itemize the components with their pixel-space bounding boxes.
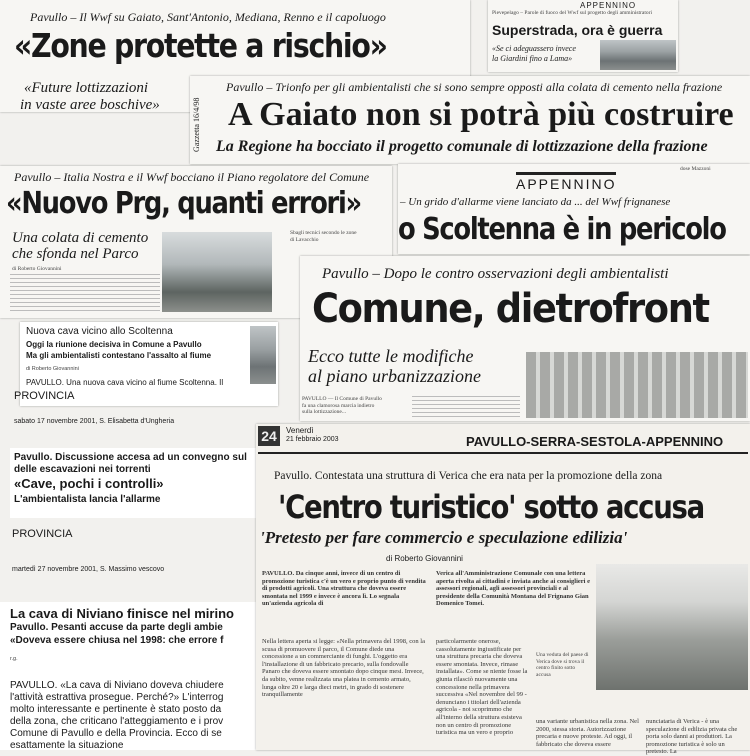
column-1: PAVULLO. Da cinque anni, invece di un centro di promozione turistica c'è un vero e proprio punto di vendita di prodotti agricoli. Una struttura che doveva essere smontata nel 1999 e invece è ancora lì. Lo segnala un'azienda agricola di <box>262 570 426 608</box>
deck: L'ambientalista lancia l'allarme <box>14 494 161 505</box>
initials: r.g. <box>10 656 18 662</box>
headline: o Scoltenna è in pericolo <box>398 212 726 247</box>
headline: Superstrada, ora è guerra <box>492 22 663 38</box>
kicker: – Un grido d'allarme viene lanciato da ... del Wwf frignanese <box>400 196 671 208</box>
headline: Comune, dietrofront <box>312 286 709 332</box>
headline: La cava di Niviano finisce nel mirino <box>10 606 234 621</box>
clipping-gaiato <box>190 76 750 164</box>
section-label-provincia-2: PROVINCIA <box>12 528 73 540</box>
column-5: una variante urbanistica nella zona. Nel 2000, stessa storia. Autorizzazione precaria e nuove proteste. Ad oggi, il fabbricato che doveva essere <box>536 718 639 748</box>
masthead: APPENNINO <box>580 1 637 10</box>
body-line-2: l'attività estrattiva prosegue. Perché?» L'interrog <box>10 692 224 703</box>
lead: PAVULLO — Il Comune di Pavullo fa una clamorosa marcia indietro sulla lottizzazione... <box>302 396 382 415</box>
kicker: Pievepelago – Parole di fuoco del Wwf sul progetto degli amministratori <box>492 10 652 16</box>
page-number: 24 <box>258 426 280 446</box>
body-columns <box>412 396 520 418</box>
column-6: nunciataria di Verica - è una speculazione di edilizia privata che porta solo danni ai produttori. La promozione turistica è solo un pretesto. La <box>646 718 738 756</box>
issue-date: 21 febbraio 2003 <box>286 436 339 443</box>
headline: «Nuovo Prg, quanti errori» <box>6 186 361 221</box>
clipping-centro-turistico <box>256 424 750 756</box>
subheadline-2: che sfonda nel Parco <box>12 246 139 262</box>
subheadline-2: al piano urbanizzazione <box>308 366 482 386</box>
subheadline-1: Ecco tutte le modifiche <box>308 346 474 366</box>
handwritten-date-stamp: Gazzetta 16/4/98 <box>192 97 201 152</box>
body-line-1: PAVULLO. «La cava di Niviano doveva chiudere <box>10 680 224 691</box>
body-line-5: Comune di Pavullo e della Provincia. Ecco di se <box>10 728 222 739</box>
deck-1: «Se ci adeguassero invece <box>492 44 576 53</box>
column-3: Nella lettera aperta si legge: «Nella primavera del 1998, con la scusa di promuovere il parco, il Comune diede una concessione a un commerciante di funghi. L'oggetto era l'installazione di un fabbricato precario, sulla fondovalle Panaro che doveva essere smontato dopo cinque mesi. Invece, da subito, venne realizzata una platea in cemento armato, lunga oltre 20 e larga dieci metri, in grado di sostenere tranquillamente <box>262 638 425 699</box>
clipping-cave-controlli <box>10 448 256 518</box>
body-line-3: molto interessante e pertinente è stato posto da <box>10 704 222 715</box>
issue-day: Venerdì <box>286 426 314 435</box>
photo-caption: Una veduta del paese di Verica dove si trova il centro finito sotto accusa <box>536 652 589 678</box>
column-4: particolarmente onerose, cassolutamente ingiustificate per una struttura precaria che doveva essere smontata. Invece, rimase installata». Come se niente fosse la giunta rilasciò nuovamente una concessione nella primavera successiva «Nel novembre del 99 - denunciano i titolari dell'azienda agricola - noi scoprimmo che all'interno della struttura esisteva non un centro di promozione turistica ma un vero e proprio <box>436 638 528 737</box>
photo-verica <box>596 564 748 690</box>
kicker-2: delle escavazioni nei torrenti <box>14 464 151 475</box>
photo-buildings <box>526 352 748 418</box>
headline: 'Centro turistico' sotto accusa <box>278 488 704 526</box>
deck-1: Pavullo. Pesanti accuse da parte degli ambie <box>10 622 223 633</box>
deck-1: Oggi la riunione decisiva in Comune a Pavullo <box>26 340 202 349</box>
issue-date-2: martedì 27 novembre 2001, S. Massimo vescovo <box>12 566 165 573</box>
photo-caption: Sbagli tecnici secondo le zone di Lavacchio <box>290 230 357 243</box>
clipping-scoltenna-pericolo <box>398 164 750 254</box>
deck-2: la Giardini fino a Lama» <box>492 54 573 63</box>
column-2: Verica all'Amministrazione Comunale con una lettera aperta rivolta ai cittadini e inviata anche ai consiglieri e assessori regionali, agli assessori provinciali e al presidente della Comunità Montana del Frignano Gian Domenico Tomei. <box>436 570 590 608</box>
author: dose Mazzoni <box>680 166 711 172</box>
clipping-cava-niviano <box>0 602 256 750</box>
lead: PAVULLO. Una nuova cava vicino al fiume Scoltenna. Il <box>26 378 224 387</box>
masthead: APPENNINO <box>516 172 616 192</box>
section-banner: PAVULLO-SERRA-SESTOLA-APPENNINO <box>466 434 724 449</box>
kicker: Pavullo – Il Wwf su Gaiato, Sant'Antonio, Mediana, Renno e il capoluogo <box>30 10 386 24</box>
body-columns <box>10 274 160 314</box>
subheadline-2: in vaste aree boschive» <box>20 97 160 113</box>
clipping-superstrada <box>488 0 678 72</box>
deck: La Regione ha bocciato il progetto comunale di lottizzazione della frazione <box>216 138 708 155</box>
kicker: Pavullo – Dopo le contro osservazioni degli ambientalisti <box>322 266 669 282</box>
photo <box>600 40 676 70</box>
headline: «Cave, pochi i controlli» <box>14 476 164 491</box>
kicker: Pavullo – Trionfo per gli ambientalisti che si sono sempre opposti alla colata di cemento nella frazione <box>226 80 723 94</box>
clipping-dietrofront <box>300 256 750 421</box>
deck: 'Pretesto per fare commercio e speculazione edilizia' <box>260 528 628 547</box>
photo-landscape <box>162 232 272 312</box>
kicker: Pavullo. Contestata una struttura di Verica che era nata per la promozione della zona <box>274 470 663 482</box>
headline: «Zone protette a rischio» <box>14 26 387 65</box>
headline: Nuova cava vicino allo Scoltenna <box>26 326 173 337</box>
issue-date-1: sabato 17 novembre 2001, S. Elisabetta d'Ungheria <box>14 418 175 425</box>
section-label-provincia-1: PROVINCIA <box>14 390 75 402</box>
photo <box>250 326 276 384</box>
byline: di Roberto Giovannini <box>12 266 62 272</box>
kicker: Pavullo. Discussione accesa ad un convegno sul <box>14 452 247 463</box>
section-rule <box>258 452 748 454</box>
body-line-6: esattamente la situazione <box>10 740 124 751</box>
body-line-4: della zona, che criticano l'atteggiamento e i prov <box>10 716 224 727</box>
headline: A Gaiato non si potrà più costruire <box>228 96 734 133</box>
subheadline-1: Una colata di cemento <box>12 230 149 246</box>
kicker: Pavullo – Italia Nostra e il Wwf bocciano il Piano regolatore del Comune <box>14 170 370 184</box>
deck-2: Ma gli ambientalisti contestano l'assalto al fiume <box>26 351 212 360</box>
byline: di Roberto Giovannini <box>26 366 79 372</box>
subheadline-1: «Future lottizzazioni <box>24 80 149 96</box>
byline: di Roberto Giovannini <box>386 554 463 563</box>
deck-2: «Doveva essere chiusa nel 1998: che errore f <box>10 635 224 646</box>
